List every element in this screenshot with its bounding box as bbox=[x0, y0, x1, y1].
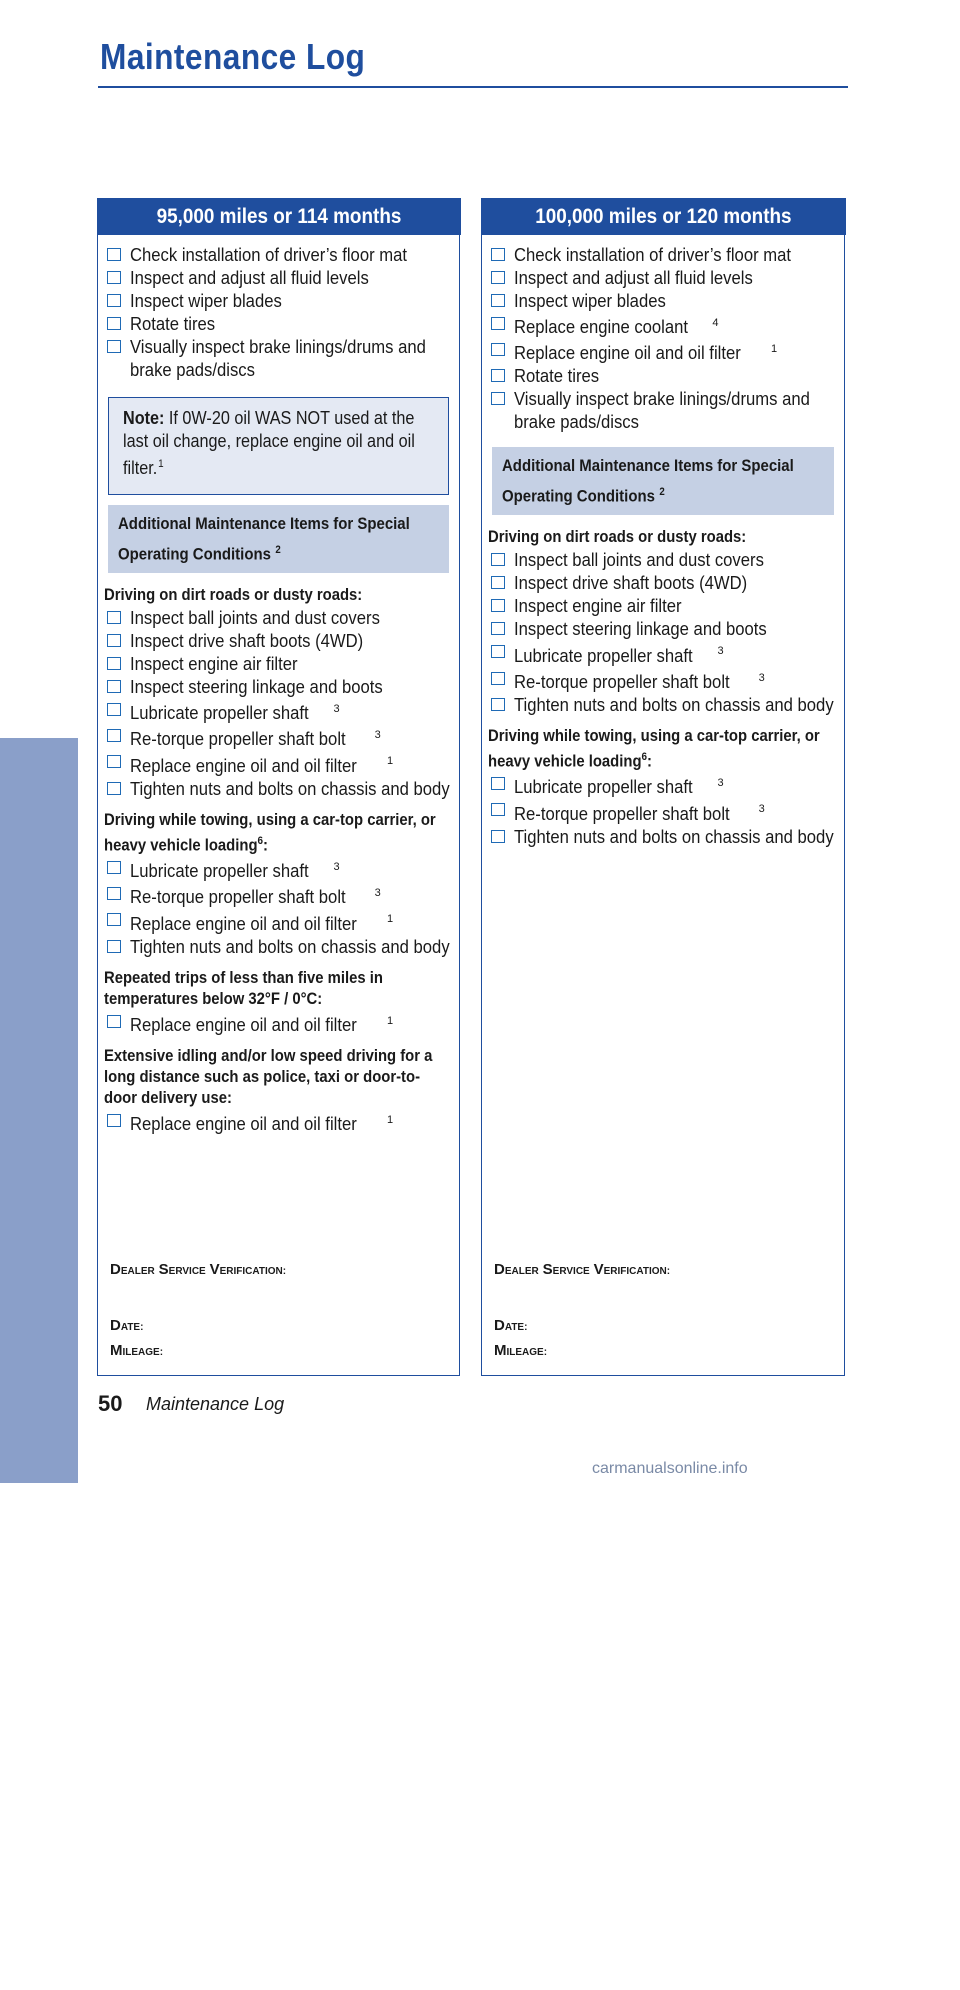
condition-checklist bbox=[104, 1109, 453, 1135]
checklist-item bbox=[488, 640, 838, 666]
checkbox-icon[interactable] bbox=[107, 317, 121, 330]
side-tab-label: MAINTENANCE bbox=[19, 1705, 58, 1990]
checkbox-icon[interactable] bbox=[491, 317, 505, 330]
checklist-item-text: Replace engine oil and oil filter bbox=[130, 912, 357, 934]
checklist-item bbox=[104, 675, 453, 698]
checkbox-icon[interactable] bbox=[491, 672, 505, 685]
condition-heading-text: Driving on dirt roads or dusty roads: bbox=[104, 586, 363, 605]
checkbox-icon[interactable] bbox=[107, 887, 121, 900]
checkbox-icon[interactable] bbox=[491, 622, 505, 635]
note-sup: 1 bbox=[158, 457, 164, 470]
checklist-item bbox=[104, 335, 453, 381]
checklist-item bbox=[104, 606, 453, 629]
checklist-item bbox=[104, 1109, 453, 1135]
oil-note bbox=[108, 397, 449, 495]
checklist bbox=[104, 243, 453, 381]
checklist bbox=[488, 243, 838, 433]
checklist-item bbox=[488, 772, 838, 798]
condition-heading bbox=[488, 527, 838, 548]
interval-content bbox=[98, 235, 459, 1135]
interval-content bbox=[482, 235, 844, 848]
additional-items-heading bbox=[492, 447, 834, 516]
checklist-item-text: Replace engine oil and oil filter bbox=[130, 1013, 357, 1035]
checkbox-icon[interactable] bbox=[491, 294, 505, 307]
checkbox-icon[interactable] bbox=[107, 940, 121, 953]
heading-colon: : bbox=[647, 752, 652, 771]
checkbox-icon[interactable] bbox=[107, 913, 121, 926]
condition-checklist bbox=[104, 1010, 453, 1036]
footnote-ref: 3 bbox=[333, 861, 340, 874]
footnote-ref: 4 bbox=[712, 316, 719, 329]
checklist-item bbox=[488, 243, 838, 266]
checklist-item-text: Inspect drive shaft boots (4WD) bbox=[130, 630, 364, 652]
checklist-item bbox=[488, 387, 838, 433]
interval-header-text: 95,000 miles or 114 months bbox=[156, 204, 401, 228]
checklist-item-text: Rotate tires bbox=[514, 364, 600, 386]
checklist-item-text: Re-torque propeller shaft bolt bbox=[130, 886, 346, 908]
checklist-item bbox=[488, 266, 838, 289]
checklist-item bbox=[104, 856, 453, 882]
checklist-item-text: Replace engine oil and oil filter bbox=[130, 1112, 357, 1134]
checklist-item-text: Tighten nuts and bolts on chassis and body bbox=[130, 777, 450, 799]
section-side-tab bbox=[0, 738, 78, 1990]
checklist-item-text: Visually inspect brake linings/drums and brake pads/discs bbox=[514, 387, 810, 432]
checkbox-icon[interactable] bbox=[107, 1114, 121, 1127]
checklist-item bbox=[488, 667, 838, 693]
checkbox-icon[interactable] bbox=[491, 343, 505, 356]
checklist-item bbox=[488, 693, 838, 716]
checklist-item-text: Replace engine oil and oil filter bbox=[130, 754, 357, 776]
checkbox-icon[interactable] bbox=[107, 729, 121, 742]
checkbox-icon[interactable] bbox=[107, 657, 121, 670]
additional-heading-text: Additional Maintenance Items for Special Operating Conditions bbox=[118, 513, 410, 564]
page-title: Maintenance Log bbox=[100, 36, 366, 77]
checklist-item-text: Rotate tires bbox=[130, 312, 216, 334]
checklist-item-text: Replace engine coolant bbox=[514, 315, 689, 337]
interval-box-100000 bbox=[481, 198, 845, 1376]
checkbox-icon[interactable] bbox=[491, 803, 505, 816]
checklist-item bbox=[104, 698, 453, 724]
condition-checklist bbox=[104, 606, 453, 799]
checklist-item-text: Inspect drive shaft boots (4WD) bbox=[514, 572, 748, 594]
checklist-item bbox=[104, 652, 453, 675]
additional-heading-sup: 2 bbox=[275, 543, 281, 556]
additional-heading-sup: 2 bbox=[659, 485, 665, 498]
condition-heading bbox=[104, 585, 453, 606]
checklist-item bbox=[104, 935, 453, 958]
checklist-item-text: Inspect steering linkage and boots bbox=[514, 618, 767, 640]
checklist-item-text: Inspect steering linkage and boots bbox=[130, 676, 383, 698]
footnote-ref: 1 bbox=[386, 755, 394, 768]
condition-checklist bbox=[488, 772, 838, 847]
checkbox-icon[interactable] bbox=[107, 271, 121, 284]
footnote-ref: 6 bbox=[641, 750, 648, 763]
checklist-item bbox=[488, 548, 838, 571]
additional-heading-text: Additional Maintenance Items for Special Operating Conditions bbox=[502, 455, 794, 506]
checkbox-icon[interactable] bbox=[491, 830, 505, 843]
checkbox-icon[interactable] bbox=[107, 861, 121, 874]
condition-heading-text: Driving on dirt roads or dusty roads: bbox=[488, 528, 747, 547]
checklist-item bbox=[104, 289, 453, 312]
conditions bbox=[104, 585, 453, 1135]
checklist-item-text: Inspect ball joints and dust covers bbox=[514, 549, 764, 571]
checklist-item-text: Inspect engine air filter bbox=[514, 595, 682, 617]
heading-colon: : bbox=[263, 836, 268, 855]
footnote-ref: 3 bbox=[717, 645, 724, 658]
checkbox-icon[interactable] bbox=[491, 392, 505, 405]
checklist-item-text: Inspect wiper blades bbox=[130, 289, 282, 311]
page-number: 50 bbox=[98, 1391, 123, 1416]
footnote-ref: 3 bbox=[758, 671, 765, 684]
checklist-item bbox=[488, 364, 838, 387]
checklist-item-text: Check installation of driver’s floor mat bbox=[130, 243, 408, 265]
title-rule bbox=[98, 86, 848, 88]
checkbox-icon[interactable] bbox=[491, 271, 505, 284]
additional-items-heading bbox=[108, 505, 449, 574]
condition-heading bbox=[104, 1046, 453, 1109]
mileage-label bbox=[110, 1342, 163, 1359]
date-text: DATE: bbox=[110, 1317, 144, 1334]
footnote-ref: 6 bbox=[257, 834, 264, 847]
checklist-item-text: Re-torque propeller shaft bolt bbox=[514, 670, 730, 692]
checklist-item-text: Inspect and adjust all fluid levels bbox=[514, 266, 753, 288]
checkbox-icon[interactable] bbox=[491, 698, 505, 711]
condition-heading bbox=[488, 726, 838, 773]
checklist-item bbox=[104, 629, 453, 652]
checklist-item bbox=[104, 312, 453, 335]
checkbox-icon[interactable] bbox=[491, 369, 505, 382]
date-label bbox=[110, 1317, 143, 1334]
condition-checklist bbox=[488, 548, 838, 715]
checklist-item-text: Lubricate propeller shaft bbox=[514, 644, 693, 666]
condition-heading bbox=[104, 968, 453, 1010]
checkbox-icon[interactable] bbox=[491, 599, 505, 612]
date-label bbox=[494, 1317, 527, 1334]
condition-heading-text: Extensive idling and/or low speed driving for a long distance such as police, taxi or door-to-door delivery use: bbox=[104, 1046, 433, 1107]
checklist-item bbox=[488, 594, 838, 617]
checklist-item-text: Lubricate propeller shaft bbox=[514, 776, 693, 798]
checklist-item bbox=[488, 571, 838, 594]
conditions bbox=[488, 527, 838, 847]
dealer-verification-label bbox=[110, 1261, 286, 1278]
checklist-item bbox=[104, 908, 453, 934]
checklist-item-text: Inspect wiper blades bbox=[514, 289, 666, 311]
checkbox-icon[interactable] bbox=[107, 755, 121, 768]
condition-heading-text: Driving while towing, using a car-top carrier, or heavy vehicle loading bbox=[488, 726, 820, 771]
checklist-item-text: Replace engine oil and oil filter bbox=[514, 341, 741, 363]
checklist-item-text: Inspect ball joints and dust covers bbox=[130, 607, 380, 629]
checkbox-icon[interactable] bbox=[107, 248, 121, 261]
checklist-item-text: Tighten nuts and bolts on chassis and body bbox=[514, 693, 834, 715]
checklist-item bbox=[104, 724, 453, 750]
footnote-ref: 1 bbox=[770, 342, 778, 355]
dealer-text: DEALER SERVICE VERIFICATION: bbox=[494, 1261, 671, 1278]
checkbox-icon[interactable] bbox=[107, 611, 121, 624]
footnote-ref: 1 bbox=[386, 1014, 394, 1027]
interval-box-95000 bbox=[97, 198, 460, 1376]
note-text: If 0W-20 oil WAS NOT used at the last oil change, replace engine oil and oil filter. bbox=[123, 407, 415, 478]
checkbox-icon[interactable] bbox=[107, 680, 121, 693]
condition-heading-text: Repeated trips of less than five miles in temperatures below 32°F / 0°C: bbox=[104, 968, 383, 1008]
condition-heading bbox=[104, 810, 453, 857]
footnote-ref: 3 bbox=[374, 729, 381, 742]
checklist-item-text: Inspect engine air filter bbox=[130, 653, 298, 675]
mileage-text: MILEAGE: bbox=[110, 1342, 164, 1359]
watermark: carmanualsonline.info bbox=[592, 1460, 748, 1477]
checklist-item bbox=[488, 312, 838, 338]
footer-label: Maintenance Log bbox=[146, 1394, 285, 1414]
footnote-ref: 3 bbox=[758, 803, 765, 816]
checklist-item-text: Tighten nuts and bolts on chassis and body bbox=[130, 935, 450, 957]
dealer-verification-label bbox=[494, 1261, 670, 1278]
checkbox-icon[interactable] bbox=[491, 777, 505, 790]
checkbox-icon[interactable] bbox=[107, 1015, 121, 1028]
checklist-item-text: Tighten nuts and bolts on chassis and body bbox=[514, 825, 834, 847]
checkbox-icon[interactable] bbox=[491, 553, 505, 566]
condition-checklist bbox=[104, 856, 453, 957]
checklist-item bbox=[488, 338, 838, 364]
checklist-item bbox=[104, 750, 453, 776]
condition-heading-text: Driving while towing, using a car-top carrier, or heavy vehicle loading bbox=[104, 810, 436, 855]
checklist-item-text: Inspect and adjust all fluid levels bbox=[130, 266, 369, 288]
checklist-item-text: Visually inspect brake linings/drums and brake pads/discs bbox=[130, 335, 426, 380]
checkbox-icon[interactable] bbox=[107, 340, 121, 353]
checklist-item bbox=[488, 289, 838, 312]
checklist-item-text: Lubricate propeller shaft bbox=[130, 702, 309, 724]
checklist-item-text: Check installation of driver’s floor mat bbox=[514, 243, 792, 265]
footnote-ref: 3 bbox=[333, 703, 340, 716]
checklist-item-text: Lubricate propeller shaft bbox=[130, 860, 309, 882]
footnote-ref: 1 bbox=[386, 1113, 394, 1126]
checklist-item bbox=[488, 617, 838, 640]
checklist-item-text: Re-torque propeller shaft bolt bbox=[514, 802, 730, 824]
interval-header bbox=[97, 198, 461, 235]
checklist-item bbox=[104, 243, 453, 266]
checklist-item bbox=[104, 777, 453, 800]
checkbox-icon[interactable] bbox=[491, 576, 505, 589]
footnote-ref: 3 bbox=[374, 887, 381, 900]
checklist-item bbox=[488, 798, 838, 824]
checkbox-icon[interactable] bbox=[107, 634, 121, 647]
checkbox-icon[interactable] bbox=[107, 294, 121, 307]
date-text: DATE: bbox=[494, 1317, 528, 1334]
note-label: Note: bbox=[123, 407, 165, 428]
mileage-label bbox=[494, 1342, 547, 1359]
checklist-item-text: Re-torque propeller shaft bolt bbox=[130, 728, 346, 750]
checklist-item bbox=[104, 266, 453, 289]
checkbox-icon[interactable] bbox=[491, 248, 505, 261]
footnote-ref: 3 bbox=[717, 777, 724, 790]
checkbox-icon[interactable] bbox=[107, 782, 121, 795]
checkbox-icon[interactable] bbox=[107, 703, 121, 716]
dealer-text: DEALER SERVICE VERIFICATION: bbox=[110, 1261, 287, 1278]
checkbox-icon[interactable] bbox=[491, 645, 505, 658]
checklist-item bbox=[104, 1010, 453, 1036]
checklist-item bbox=[488, 825, 838, 848]
mileage-text: MILEAGE: bbox=[494, 1342, 548, 1359]
interval-header bbox=[481, 198, 846, 235]
interval-header-text: 100,000 miles or 120 months bbox=[534, 204, 792, 228]
footnote-ref: 1 bbox=[386, 913, 394, 926]
checklist-item bbox=[104, 882, 453, 908]
